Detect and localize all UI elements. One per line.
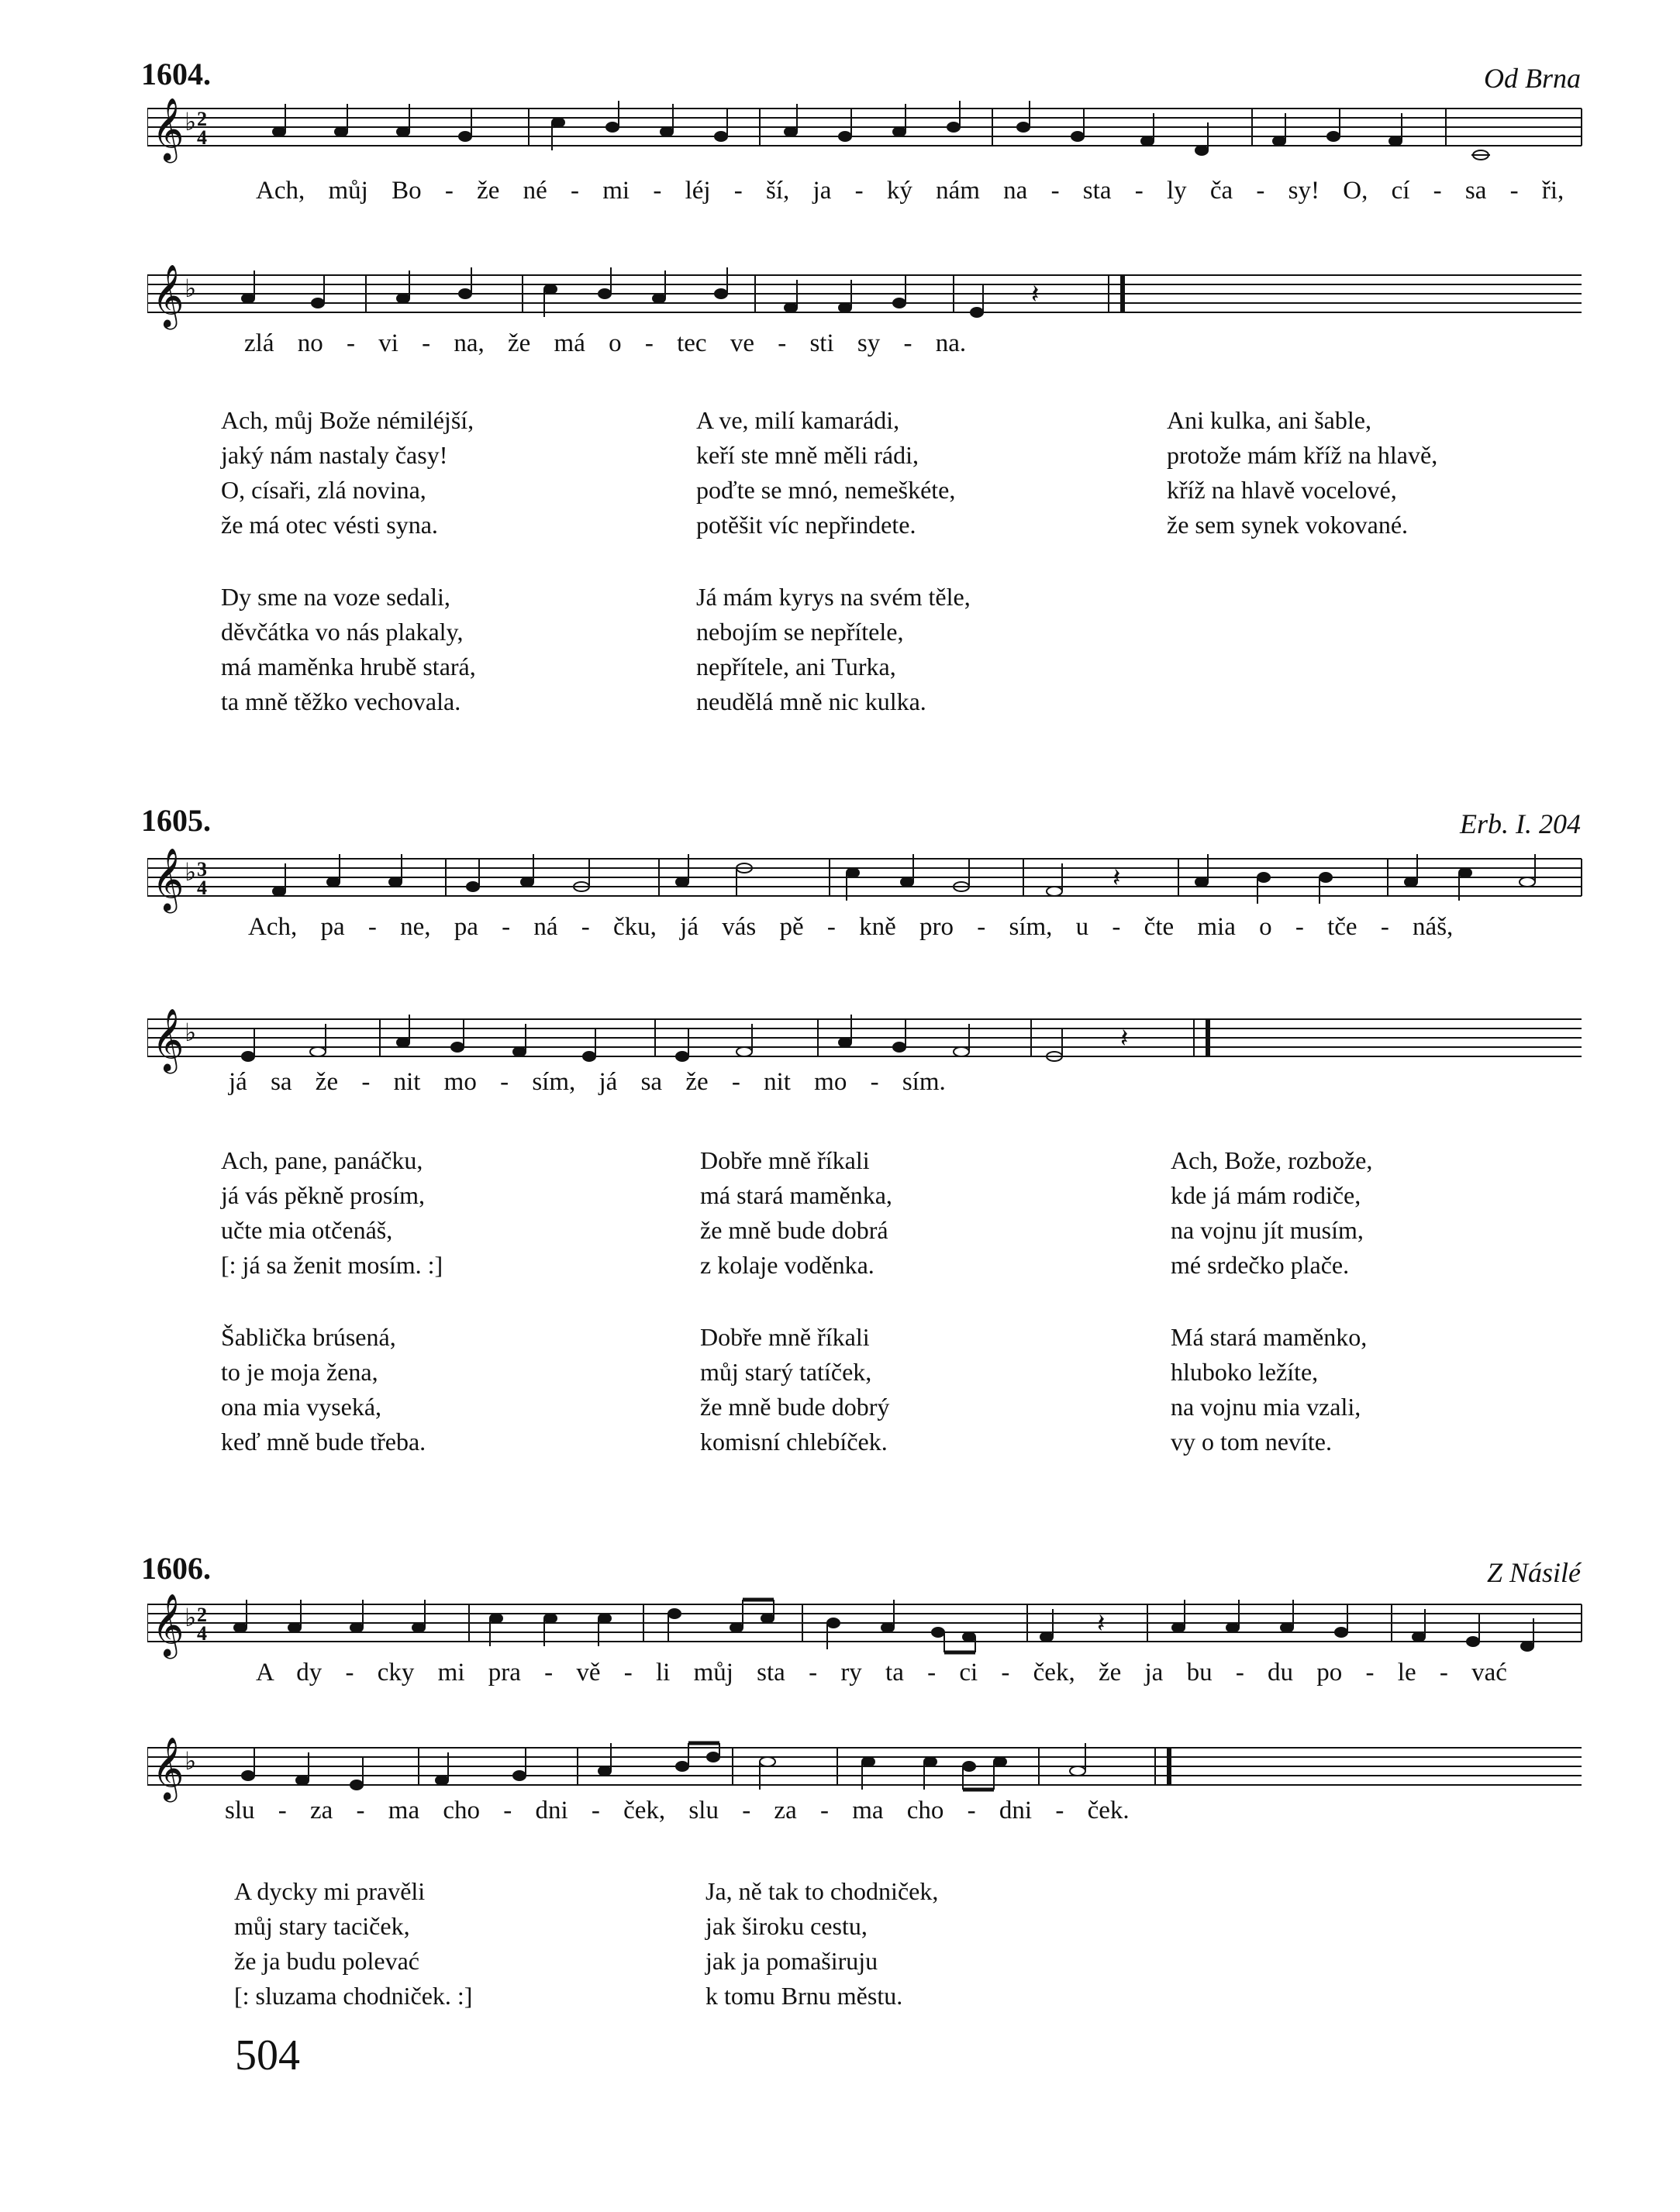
quarter-rest-icon: 𝄽 (1120, 1025, 1129, 1053)
stanza-2: Dobře mně říkali má stará maměnka, že mně bude dobrá z kolaje voděnka. (700, 1146, 892, 1279)
treble-clef-icon: 𝄞 (152, 1739, 185, 1799)
stanza-4: Šablička brúsená, to je moja žena, ona mia vyseká, keď mně bude třeba. (221, 1323, 426, 1456)
flat-icon: ♭ (185, 858, 197, 886)
flat-icon: ♭ (185, 108, 197, 136)
stanza-2: A ve, milí kamarádi, keří ste mně měli rádi, poďte se mnó, nemeškéte, potěšit víc nepřindete. (696, 406, 956, 539)
flat-icon: ♭ (185, 1747, 197, 1775)
stanza-1: A dycky mi pravěli můj stary taciček, že ja budu polevać [: sluzama chodniček. :] (234, 1877, 473, 2010)
stanza-1: Ach, pane, panáčku, já vás pěkně prosím, učte mia otčenáš, [: já sa ženit mosím. :] (221, 1146, 443, 1279)
notes (273, 101, 1490, 160)
flat-icon: ♭ (185, 1018, 197, 1046)
svg-text:2: 2 (197, 1604, 207, 1626)
notes (234, 1600, 1533, 1652)
svg-text:3: 3 (197, 858, 207, 880)
treble-clef-icon: 𝄞 (152, 850, 185, 910)
flat-icon: ♭ (185, 1604, 197, 1631)
quarter-rest-icon: 𝄽 (1097, 1610, 1106, 1638)
stanza-6: Má stará maměnko, hluboko ležíte, na vojnu mia vzali, vy o tom nevíte. (1171, 1323, 1368, 1456)
lyrics-line-1: Ach, můj Bo - že né - mi - léj - ší, ja - ký nám na - sta - ly ča - sy! O, cí - sa - ři, (256, 177, 1564, 205)
stanza-4: Dy sme na voze sedali, děvčátka vo nás plakaly, má maměnka hrubě stará, ta mně těžko vechovala. (221, 583, 476, 715)
song-number: 1604. (141, 57, 211, 91)
stanza-3: Ach, Bože, rozbože, kde já mám rodiče, na vojnu jít musím, mé srdečko plače. (1171, 1146, 1373, 1279)
flat-icon: ♭ (185, 274, 197, 302)
music-staff (147, 85, 1589, 171)
music-staff (147, 252, 1589, 337)
song-source: Erb. I. 204 (1460, 808, 1581, 839)
stanza-5: Já mám kyrys na svém těle, nebojím se nepřítele, nepřítele, ani Turka, neudělá mně nic kulka. (696, 583, 971, 715)
treble-clef-icon: 𝄞 (152, 267, 185, 326)
song-source: Od Brna (1484, 63, 1581, 94)
lyrics-line-2: já sa že - nit mo - sím, já sa že - nit mo - sím. (229, 1068, 946, 1096)
svg-text:4: 4 (197, 877, 207, 899)
song-number: 1606. (141, 1551, 211, 1586)
treble-clef-icon: 𝄞 (152, 1011, 185, 1070)
treble-clef-icon: 𝄞 (152, 100, 185, 160)
svg-text:4: 4 (197, 126, 207, 149)
quarter-rest-icon: 𝄽 (1031, 281, 1040, 309)
lyrics-line-2: zlá no - vi - na, že má o - tec ve - sti sy - na. (244, 329, 967, 357)
song-number: 1605. (141, 803, 211, 838)
svg-text:2: 2 (197, 108, 207, 130)
svg-text:4: 4 (197, 1622, 207, 1645)
treble-clef-icon: 𝄞 (152, 1596, 185, 1656)
stanza-5: Dobře mně říkali můj starý tatíček, že mně bude dobrý komisní chlebíček. (700, 1323, 890, 1456)
stanza-3: Ani kulka, ani šable, protože mám kříž na hlavě, kříž na hlavě vocelové, že sem synek vokované. (1167, 406, 1438, 539)
lyrics-line-1: Ach, pa - ne, pa - ná - čku, já vás pě - kně pro - sím, u - čte mia o - tče - náš, (248, 913, 1454, 941)
music-staff (147, 836, 1589, 921)
lyrics-line-2: slu - za - ma cho - dni - ček, slu - za - ma cho - dni - ček. (225, 1797, 1130, 1824)
song-source: Z Násilé (1486, 1557, 1581, 1588)
page-number: 504 (235, 2031, 300, 2079)
quarter-rest-icon: 𝄽 (1113, 864, 1121, 893)
stanza-2: Ja, ně tak to chodniček, jak široku cestu, jak ja pomaširuju k tomu Brnu městu. (705, 1877, 939, 2010)
music-staff (147, 1581, 1589, 1666)
lyrics-line-1: A dy - cky mi pra - vě - li můj sta - ry ta - ci - ček, že ja bu - du po - le - vać (256, 1659, 1507, 1687)
stanza-1: Ach, můj Bože némiléjší, jaký nám nastaly časy! O, císaři, zlá novina, že má otec vésti syna. (221, 406, 474, 539)
